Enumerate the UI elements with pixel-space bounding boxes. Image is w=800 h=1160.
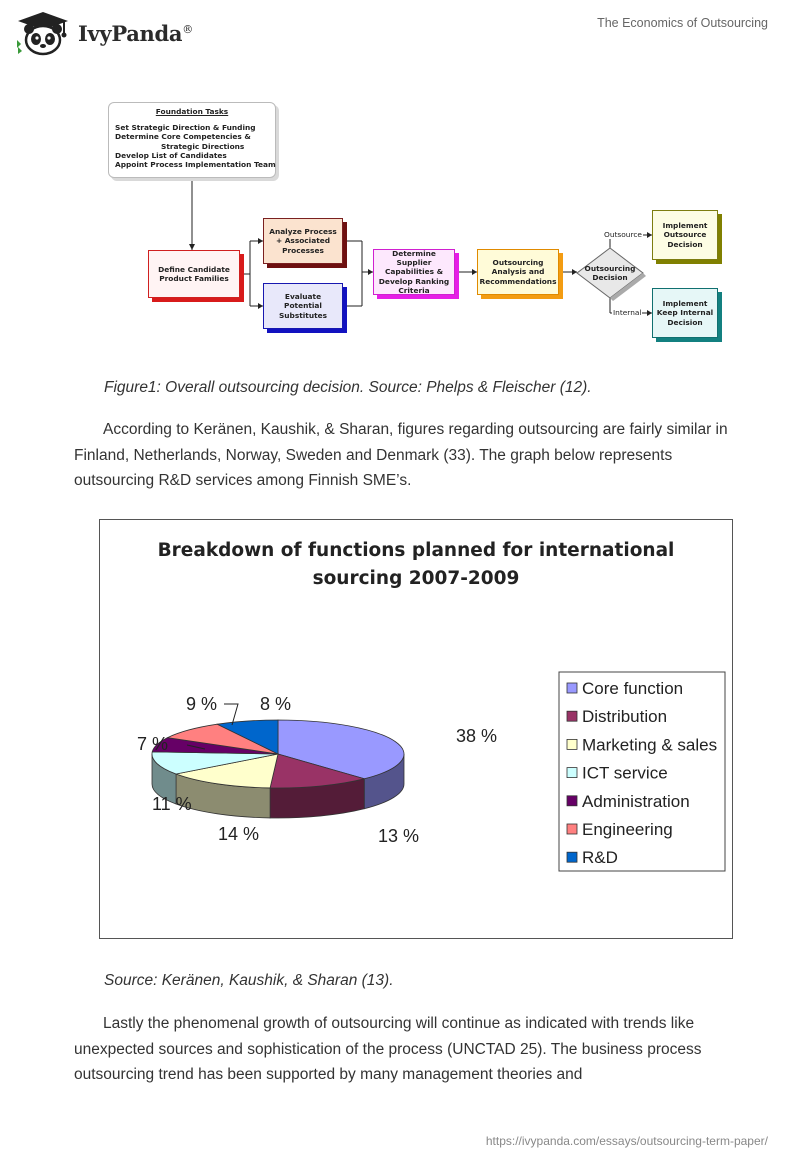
pie-data-label: 14 %	[218, 824, 260, 844]
evaluate-substitutes-box: Evaluate Potential Substitutes	[263, 283, 343, 329]
implement-internal-box: Implement Keep Internal Decision	[652, 288, 718, 338]
foundation-task-item: Develop List of Candidates	[115, 150, 227, 160]
foundation-task-item: Set Strategic Direction & Funding	[115, 123, 256, 133]
outsource-label: Outsource	[604, 230, 642, 239]
determine-supplier-box: Determine Supplier Capabilities & Develop Ranking Criteria	[373, 249, 455, 295]
pie-data-label: 38 %	[456, 726, 498, 746]
legend-label: R&D	[582, 848, 618, 868]
foundation-tasks-box	[108, 102, 276, 178]
foundation-task-item: Strategic Directions	[161, 141, 245, 151]
figure-caption: Figure1: Overall outsourcing decision. Source: Phelps & Fleischer (12).	[104, 379, 592, 396]
foundation-task-item: Appoint Process Implementation Team	[115, 160, 276, 170]
document-title: The Economics of Outsourcing	[597, 16, 768, 30]
pie-data-label: 8 %	[260, 694, 292, 714]
outsourcing-analysis-box: Outsourcing Analysis and Recommendations	[477, 249, 559, 295]
internal-label: Internal	[613, 308, 642, 317]
panda-mascot-icon	[14, 10, 72, 56]
foundation-tasks-title: Foundation Tasks	[155, 107, 229, 116]
pie-data-label: 13 %	[378, 826, 420, 846]
brand-name: IvyPanda®	[78, 20, 193, 46]
legend-swatch	[567, 739, 577, 749]
body-paragraph: Lastly the phenomenal growth of outsourcing will continue as indicated with trends like unexpected sources and sophistication of the process (UNCTAD 25). The business process outsourcing trend has been supported by many management theories and	[74, 1015, 702, 1083]
legend-swatch	[567, 852, 577, 862]
legend-swatch	[567, 711, 577, 721]
outsourcing-flowchart	[100, 96, 740, 356]
foundation-task-item: Determine Core Competencies &	[115, 132, 251, 142]
chart-title-line-2: sourcing 2007-2009	[312, 568, 520, 589]
legend-swatch	[567, 796, 577, 806]
chart-source: Source: Keränen, Kaushik, & Sharan (13).	[104, 972, 394, 989]
legend-swatch	[567, 768, 577, 778]
legend-label: Administration	[582, 791, 690, 811]
analyze-process-box: Analyze Process + Associated Processes	[263, 218, 343, 264]
pie-data-label: 7 %	[137, 734, 169, 754]
footer-url[interactable]: https://ivypanda.com/essays/outsourcing-term-paper/	[485, 1134, 768, 1148]
body-paragraph: According to Keränen, Kaushik, & Sharan, figures regarding outsourcing are fairly similar in Finland, Netherlands, Norway, Sweden and Denmark (33). The graph below represents outsourcing R&D services among Finnish SME’s.	[74, 421, 728, 489]
chart-title-line-1: Breakdown of functions planned for international	[157, 540, 675, 561]
pie-chart	[100, 520, 732, 938]
legend-label: Engineering	[582, 820, 673, 839]
legend-label: Marketing & sales	[582, 735, 718, 755]
pie-chart-frame	[99, 519, 733, 939]
legend-label: Core function	[582, 679, 684, 698]
pie-data-label: 9 %	[186, 694, 218, 714]
legend-swatch	[567, 683, 577, 693]
legend-label: ICT service	[582, 763, 668, 783]
legend-swatch	[567, 824, 577, 834]
outsourcing-decision-diamond: Outsourcing Decision	[584, 264, 636, 282]
define-candidate-box: Define Candidate Product Families	[148, 250, 240, 298]
legend-label: Distribution	[582, 707, 668, 727]
pie-data-label: 11 %	[152, 794, 192, 814]
site-logo[interactable]	[14, 10, 193, 56]
implement-outsource-box: Implement Outsource Decision	[652, 210, 718, 260]
